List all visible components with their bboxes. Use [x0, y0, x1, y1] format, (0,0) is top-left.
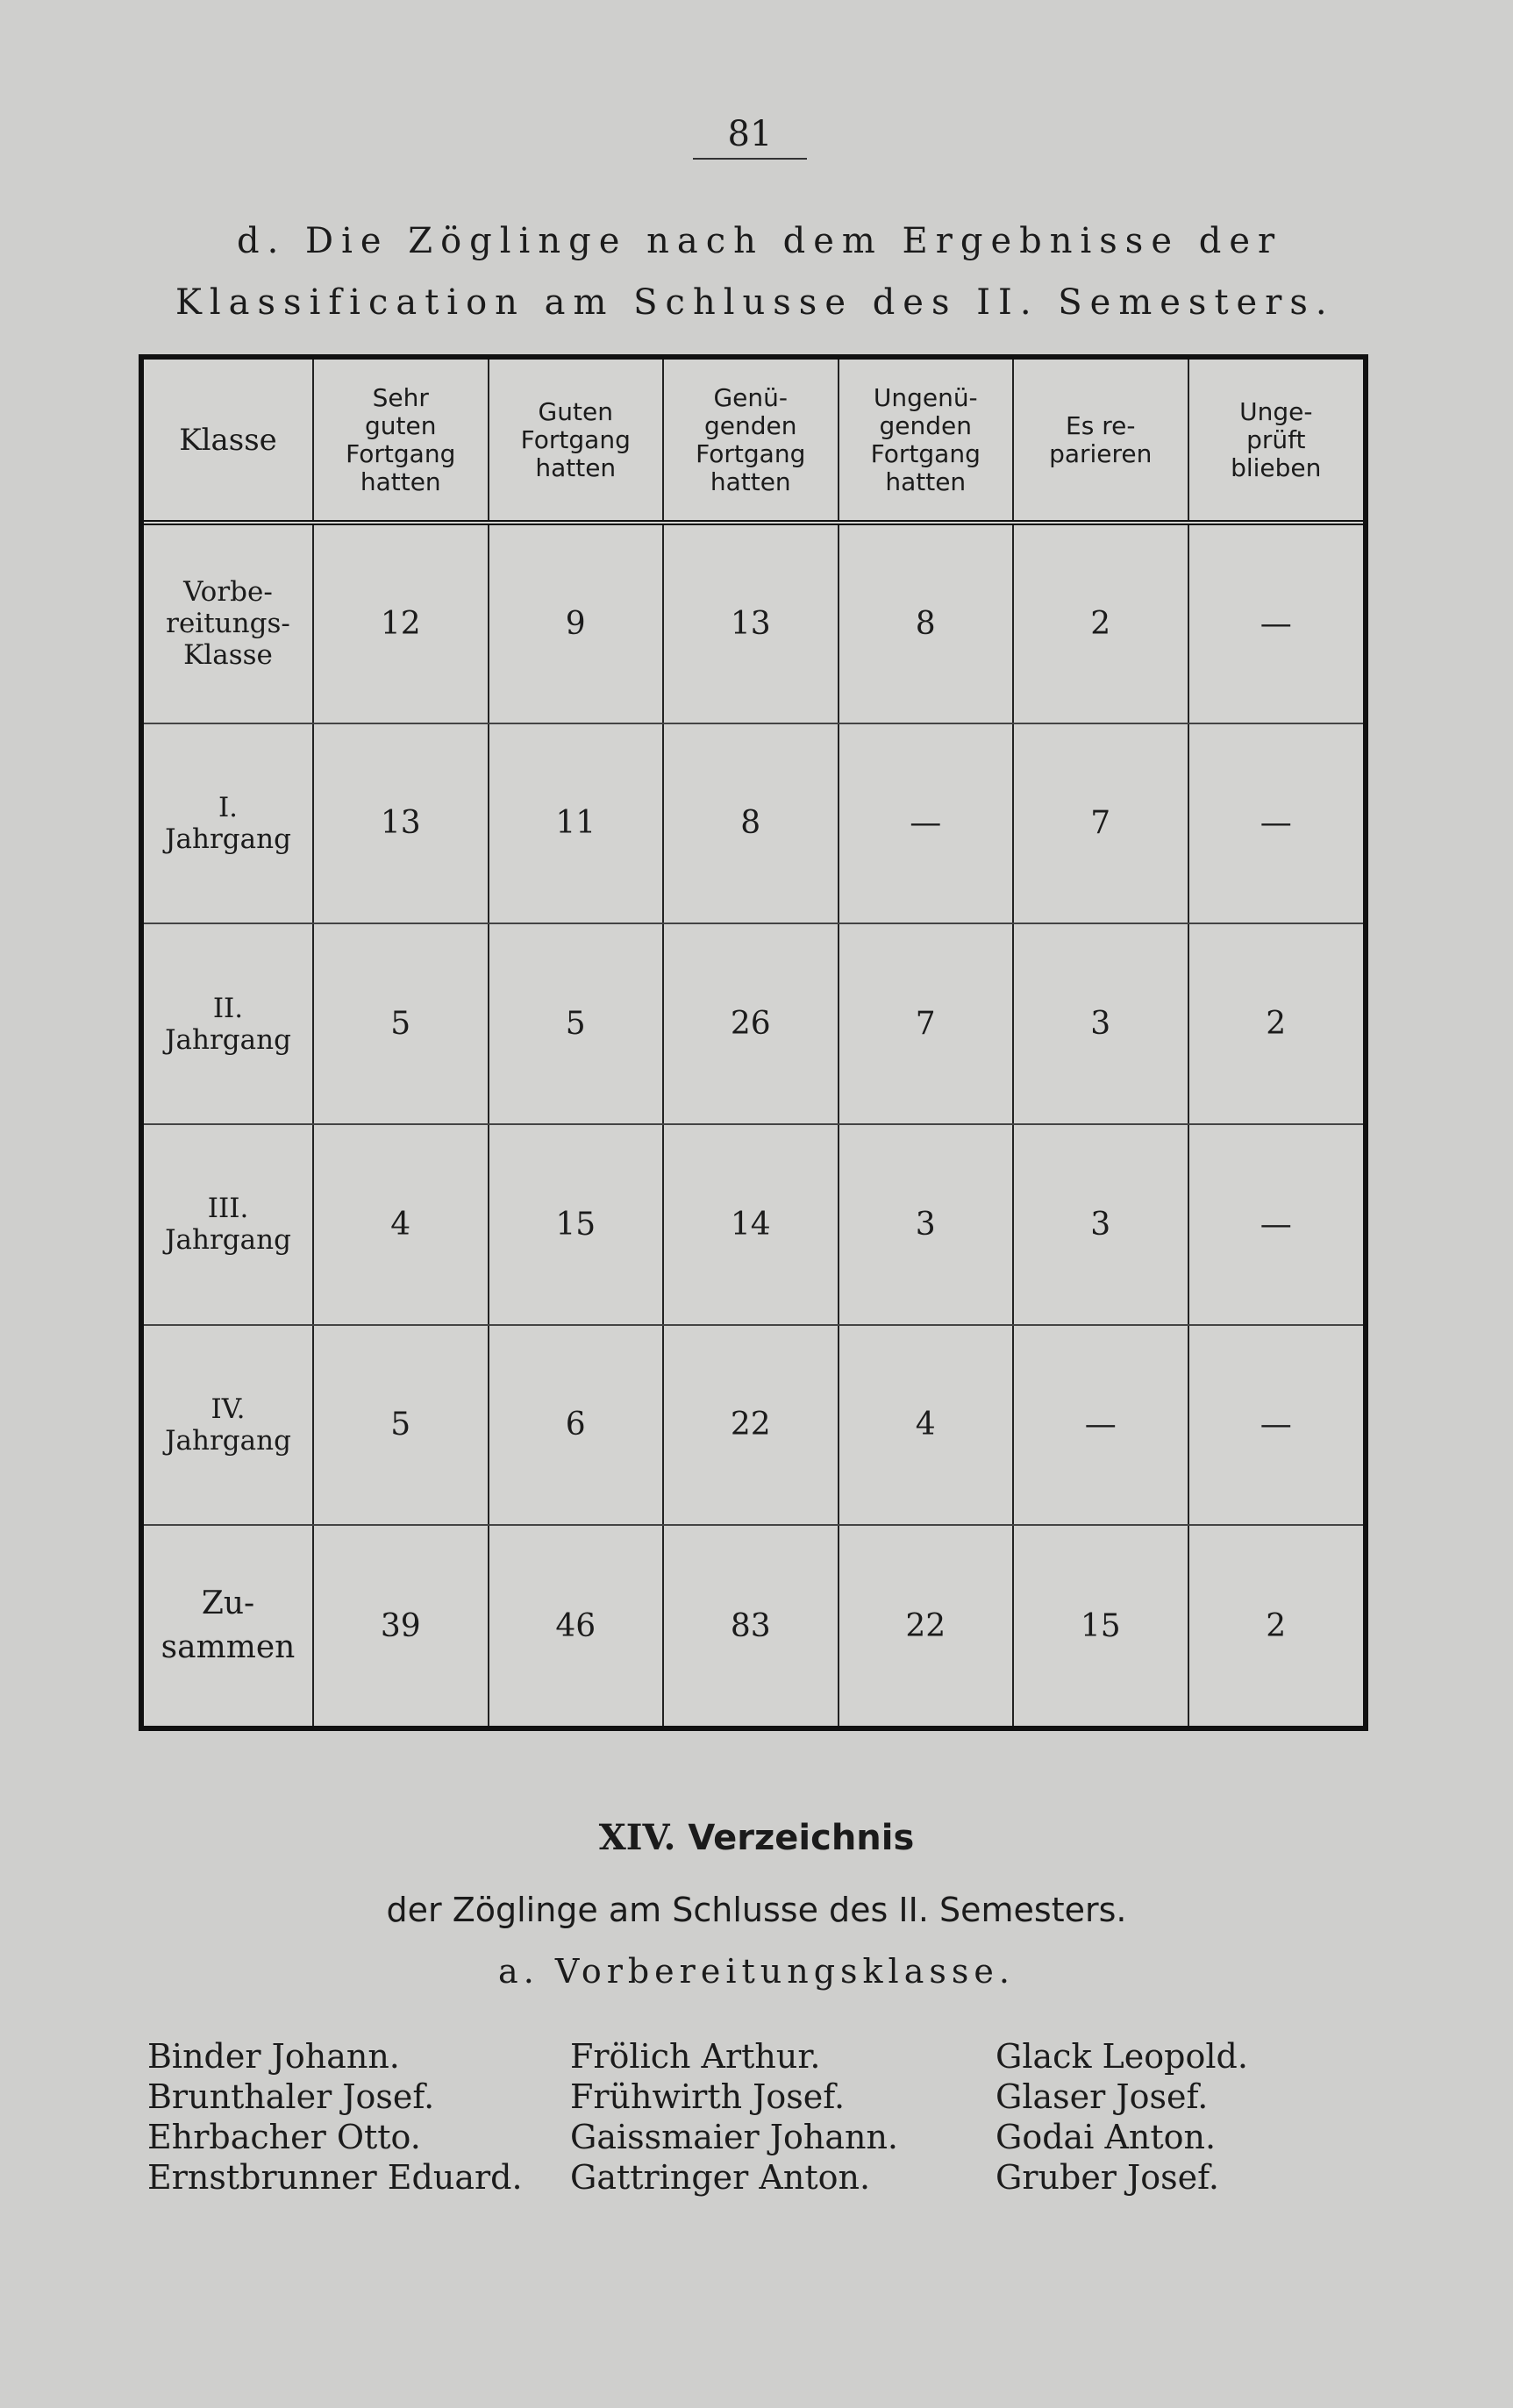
table-cell: — — [1188, 523, 1364, 723]
row-label-line: IV. — [211, 1393, 246, 1425]
header-line: Fortgang — [870, 438, 981, 468]
table-row — [144, 1325, 1363, 1526]
header-line: Sehr — [372, 382, 429, 412]
header-ungeprueft — [1188, 360, 1364, 523]
table-cell: 22 — [663, 1325, 839, 1526]
header-line: Genü- — [713, 382, 789, 412]
table-cell: 4 — [839, 1325, 1014, 1526]
table-cell: 6 — [489, 1325, 664, 1526]
table-cell: 11 — [489, 723, 664, 924]
table-cell: 4 — [313, 1124, 489, 1325]
table-cell: 22 — [839, 1525, 1014, 1726]
table-cell: — — [1188, 723, 1364, 924]
header-guten — [489, 360, 664, 523]
table-cell: 3 — [1013, 923, 1188, 1124]
row-label-line: sammen — [161, 1629, 296, 1666]
table-row-total — [144, 1525, 1363, 1726]
header-sehr-guten — [313, 360, 489, 523]
names-column-3 — [996, 2036, 1248, 2198]
row-label-line: Jahrgang — [165, 1023, 291, 1056]
names-column-1 — [147, 2036, 523, 2198]
header-line: Fortgang — [696, 438, 806, 468]
row-label-jahrgang-2 — [144, 923, 313, 1124]
class-heading: a. Vorbereitungsklasse. — [498, 1952, 1015, 1991]
header-line: hatten — [360, 467, 441, 496]
row-label-line: reitungs- — [166, 608, 290, 640]
table-cell: 8 — [839, 523, 1014, 723]
row-label-line: Jahrgang — [165, 1424, 291, 1457]
table-cell: 2 — [1266, 1607, 1287, 1644]
row-label-line: Jahrgang — [165, 823, 291, 855]
header-ungenuegenden — [839, 360, 1014, 523]
header-klasse — [144, 360, 313, 523]
header-line: genden — [704, 410, 797, 440]
row-label-zusammen — [144, 1525, 313, 1726]
table-cell: 9 — [489, 523, 664, 723]
section-heading — [175, 210, 1342, 333]
table-cell: 5 — [313, 1325, 489, 1526]
row-label-line: Vorbe- — [183, 576, 273, 609]
table-cell: 7 — [839, 923, 1014, 1124]
student-name: Frölich Arthur. — [570, 2037, 821, 2076]
student-name: Gaissmaier Johann. — [570, 2118, 899, 2156]
table-cell: 5 — [489, 923, 664, 1124]
header-line: parieren — [1049, 438, 1153, 468]
table-cell: 26 — [663, 923, 839, 1124]
table-row — [144, 1124, 1363, 1325]
table-cell: — — [1013, 1325, 1188, 1526]
heading-line-2: Klassification am Schlusse des II. Semesters. — [175, 282, 1335, 323]
table-cell: 12 — [313, 523, 489, 723]
header-line: Es re- — [1066, 410, 1136, 440]
table-cell: 8 — [663, 723, 839, 924]
section-title-text: Verzeichnis — [688, 1818, 915, 1858]
student-name: Binder Johann. — [147, 2037, 400, 2076]
header-line: blieben — [1231, 452, 1322, 482]
section-number: XIV. — [598, 1817, 676, 1858]
student-name: Ehrbacher Otto. — [147, 2118, 421, 2156]
table-cell: 15 — [1013, 1525, 1188, 1726]
row-label-vorbereitungsklasse — [144, 523, 313, 723]
header-line: hatten — [710, 467, 791, 496]
table-cell: — — [1188, 1325, 1364, 1526]
row-label-line: II. — [212, 992, 244, 1024]
header-line: prüft — [1246, 424, 1306, 454]
row-label-line: Jahrgang — [165, 1224, 291, 1257]
table-cell: 5 — [313, 923, 489, 1124]
student-name: Frühwirth Josef. — [570, 2077, 846, 2116]
names-column-2 — [570, 2036, 898, 2198]
student-name: Gruber Josef. — [996, 2158, 1219, 2197]
student-name: Brunthaler Josef. — [147, 2077, 435, 2116]
header-line: genden — [879, 410, 972, 440]
student-name: Gattringer Anton. — [570, 2158, 871, 2197]
row-label-jahrgang-4 — [144, 1325, 313, 1526]
row-label-line: Klasse — [183, 639, 273, 672]
classification-table — [139, 354, 1368, 1731]
student-name: Godai Anton. — [996, 2118, 1217, 2156]
section-subtitle: der Zöglinge am Schlusse des II. Semesters. — [386, 1891, 1127, 1929]
header-line: Guten — [538, 396, 613, 426]
section-title — [0, 1817, 1513, 1858]
table-cell: 3 — [839, 1124, 1014, 1325]
header-klasse-text: Klasse — [179, 422, 277, 458]
table-cell: — — [839, 723, 1014, 924]
header-genuegenden — [663, 360, 839, 523]
header-line: Unge- — [1239, 396, 1313, 426]
table-cell: 14 — [663, 1124, 839, 1325]
header-reparieren — [1013, 360, 1188, 523]
table-row — [144, 723, 1363, 924]
table-cell: 83 — [663, 1525, 839, 1726]
table-cell: 15 — [489, 1124, 664, 1325]
table-cell: 2 — [1188, 923, 1364, 1124]
student-name: Glaser Josef. — [996, 2077, 1209, 2116]
table-cell: 46 — [489, 1525, 664, 1726]
table-cell: 39 — [313, 1525, 489, 1726]
header-line: hatten — [885, 467, 967, 496]
table-cell: 13 — [313, 723, 489, 924]
row-label-line: Zu- — [201, 1585, 255, 1622]
table-cell: 3 — [1013, 1124, 1188, 1325]
table-row — [144, 523, 1363, 723]
table-cell: 2 — [1013, 523, 1188, 723]
row-label-line: I. — [218, 791, 239, 823]
row-label-line: III. — [207, 1193, 249, 1225]
student-name: Ernstbrunner Eduard. — [147, 2158, 523, 2197]
header-line: Fortgang — [520, 424, 631, 454]
header-line: guten — [365, 410, 437, 440]
page-number: 81 — [693, 114, 807, 160]
student-name: Glack Leopold. — [996, 2037, 1248, 2076]
table-cell: 13 — [663, 523, 839, 723]
table-cell: 7 — [1013, 723, 1188, 924]
table-header-row — [144, 360, 1363, 523]
heading-line-1: d. Die Zöglinge nach dem Ergebnisse der — [237, 221, 1283, 261]
table-row — [144, 923, 1363, 1124]
header-line: hatten — [535, 452, 617, 482]
row-label-jahrgang-3 — [144, 1124, 313, 1325]
header-line: Ungenü- — [873, 382, 978, 412]
table-cell: — — [1188, 1124, 1364, 1325]
header-line: Fortgang — [346, 438, 456, 468]
row-label-jahrgang-1 — [144, 723, 313, 924]
